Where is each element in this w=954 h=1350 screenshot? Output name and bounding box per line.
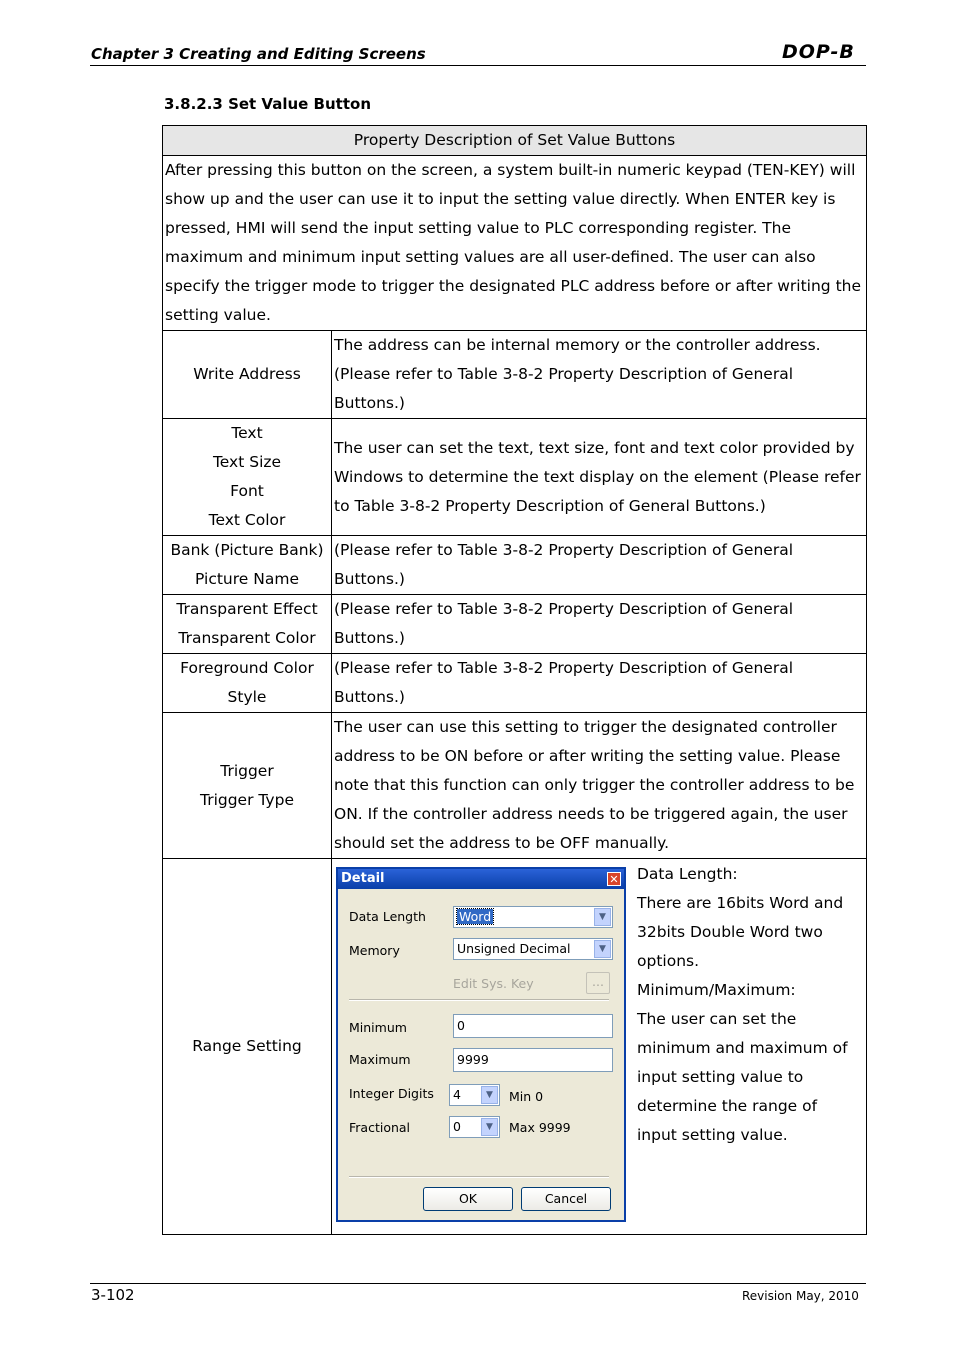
row-desc-bank: (Please refer to Table 3-8-2 Property Description of General Buttons.) [332,536,867,595]
integer-digits-label: Integer Digits [349,1086,434,1101]
chevron-down-icon[interactable]: ▼ [481,1118,498,1136]
section-title: 3.8.2.3 Set Value Button [164,95,371,113]
dialog-title: Detail [341,871,385,886]
memory-select[interactable] [453,938,613,960]
minimum-input[interactable]: 0 [453,1014,613,1038]
row-name-bank: Bank (Picture Bank) Picture Name [163,536,332,595]
range-setting-notes: Data Length: There are 16bits Word and 32bits Double Word two options. Minimum/Maximum: The user can set the minimum and maximum of input setting value to determine the range of input setting value. [637,865,848,1144]
row-desc-foreground: (Please refer to Table 3-8-2 Property Description of General Buttons.) [332,654,867,713]
integer-digits-value: 4 [453,1087,461,1102]
close-icon[interactable]: ✕ [607,872,621,886]
row-desc-range-setting [332,859,867,1235]
chevron-down-icon[interactable]: ▼ [594,940,611,958]
cancel-button[interactable]: Cancel [521,1187,611,1211]
data-length-value: Word [459,909,492,924]
row-desc-write-address: The address can be internal memory or the controller address. (Please refer to Table 3-8-2 Property Description of General Buttons.) [332,331,867,419]
row-desc-text: The user can set the text, text size, font and text color provided by Windows to determine the text display on the element (Please refer to Table 3-8-2 Property Description of General Buttons.) [332,419,867,536]
chapter-title: Chapter 3 Creating and Editing Screens [91,45,426,63]
dialog-separator [349,1176,609,1178]
header-rule [90,65,866,66]
row-name-write-address: Write Address [163,331,332,419]
edit-sys-key-button[interactable]: ... [586,972,610,994]
fractional-label: Fractional [349,1120,411,1135]
chevron-down-icon[interactable]: ▼ [594,908,611,926]
row-name-transparent: Transparent Effect Transparent Color [163,595,332,654]
min-note: Min 0 [509,1089,544,1104]
footer-rule [90,1283,866,1284]
table-intro: After pressing this button on the screen, a system built-in numeric keypad (TEN-KEY) will show up and the user can use it to input the setting value directly. When ENTER key is pressed, HMI will send the input setting value to PLC corresponding register. The maximum and minimum input setting values are all user-defined. The user can also specify the trigger mode to trigger the designated PLC address before or after writing the setting value. [163,156,867,331]
row-name-text: Text Text Size Font Text Color [163,419,332,536]
row-desc-trigger: The user can use this setting to trigger the designated controller address to be ON before or after writing the setting value. Please note that this function can only trigger the controller address to be ON. If the controller address needs to be triggered again, the user should set the address to be OFF manually. [332,713,867,859]
data-length-select[interactable] [453,906,613,928]
row-name-range-setting: Range Setting [163,859,332,1235]
maximum-label: Maximum [349,1052,411,1067]
chevron-down-icon[interactable]: ▼ [481,1086,498,1104]
dialog-titlebar [338,869,624,889]
brand-logo: DOP-B [782,41,855,63]
detail-dialog [336,867,626,1222]
revision-date: Revision May, 2010 [742,1289,859,1303]
integer-digits-select[interactable] [449,1084,500,1106]
minimum-label: Minimum [349,1020,407,1035]
property-table [162,125,867,1235]
ok-button[interactable]: OK [423,1187,513,1211]
maximum-input[interactable]: 9999 [453,1048,613,1072]
page-number: 3-102 [91,1286,135,1304]
edit-sys-key-label: Edit Sys. Key [453,976,534,991]
row-name-foreground: Foreground Color Style [163,654,332,713]
row-name-trigger: Trigger Trigger Type [163,713,332,859]
fractional-value: 0 [453,1119,461,1134]
max-note: Max 9999 [509,1120,571,1135]
dialog-separator [349,999,609,1001]
data-length-label: Data Length [349,909,426,924]
memory-label: Memory [349,943,400,958]
memory-value: Unsigned Decimal [457,941,571,956]
fractional-select[interactable] [449,1116,500,1138]
row-desc-transparent: (Please refer to Table 3-8-2 Property Description of General Buttons.) [332,595,867,654]
table-heading: Property Description of Set Value Buttons [163,126,867,156]
